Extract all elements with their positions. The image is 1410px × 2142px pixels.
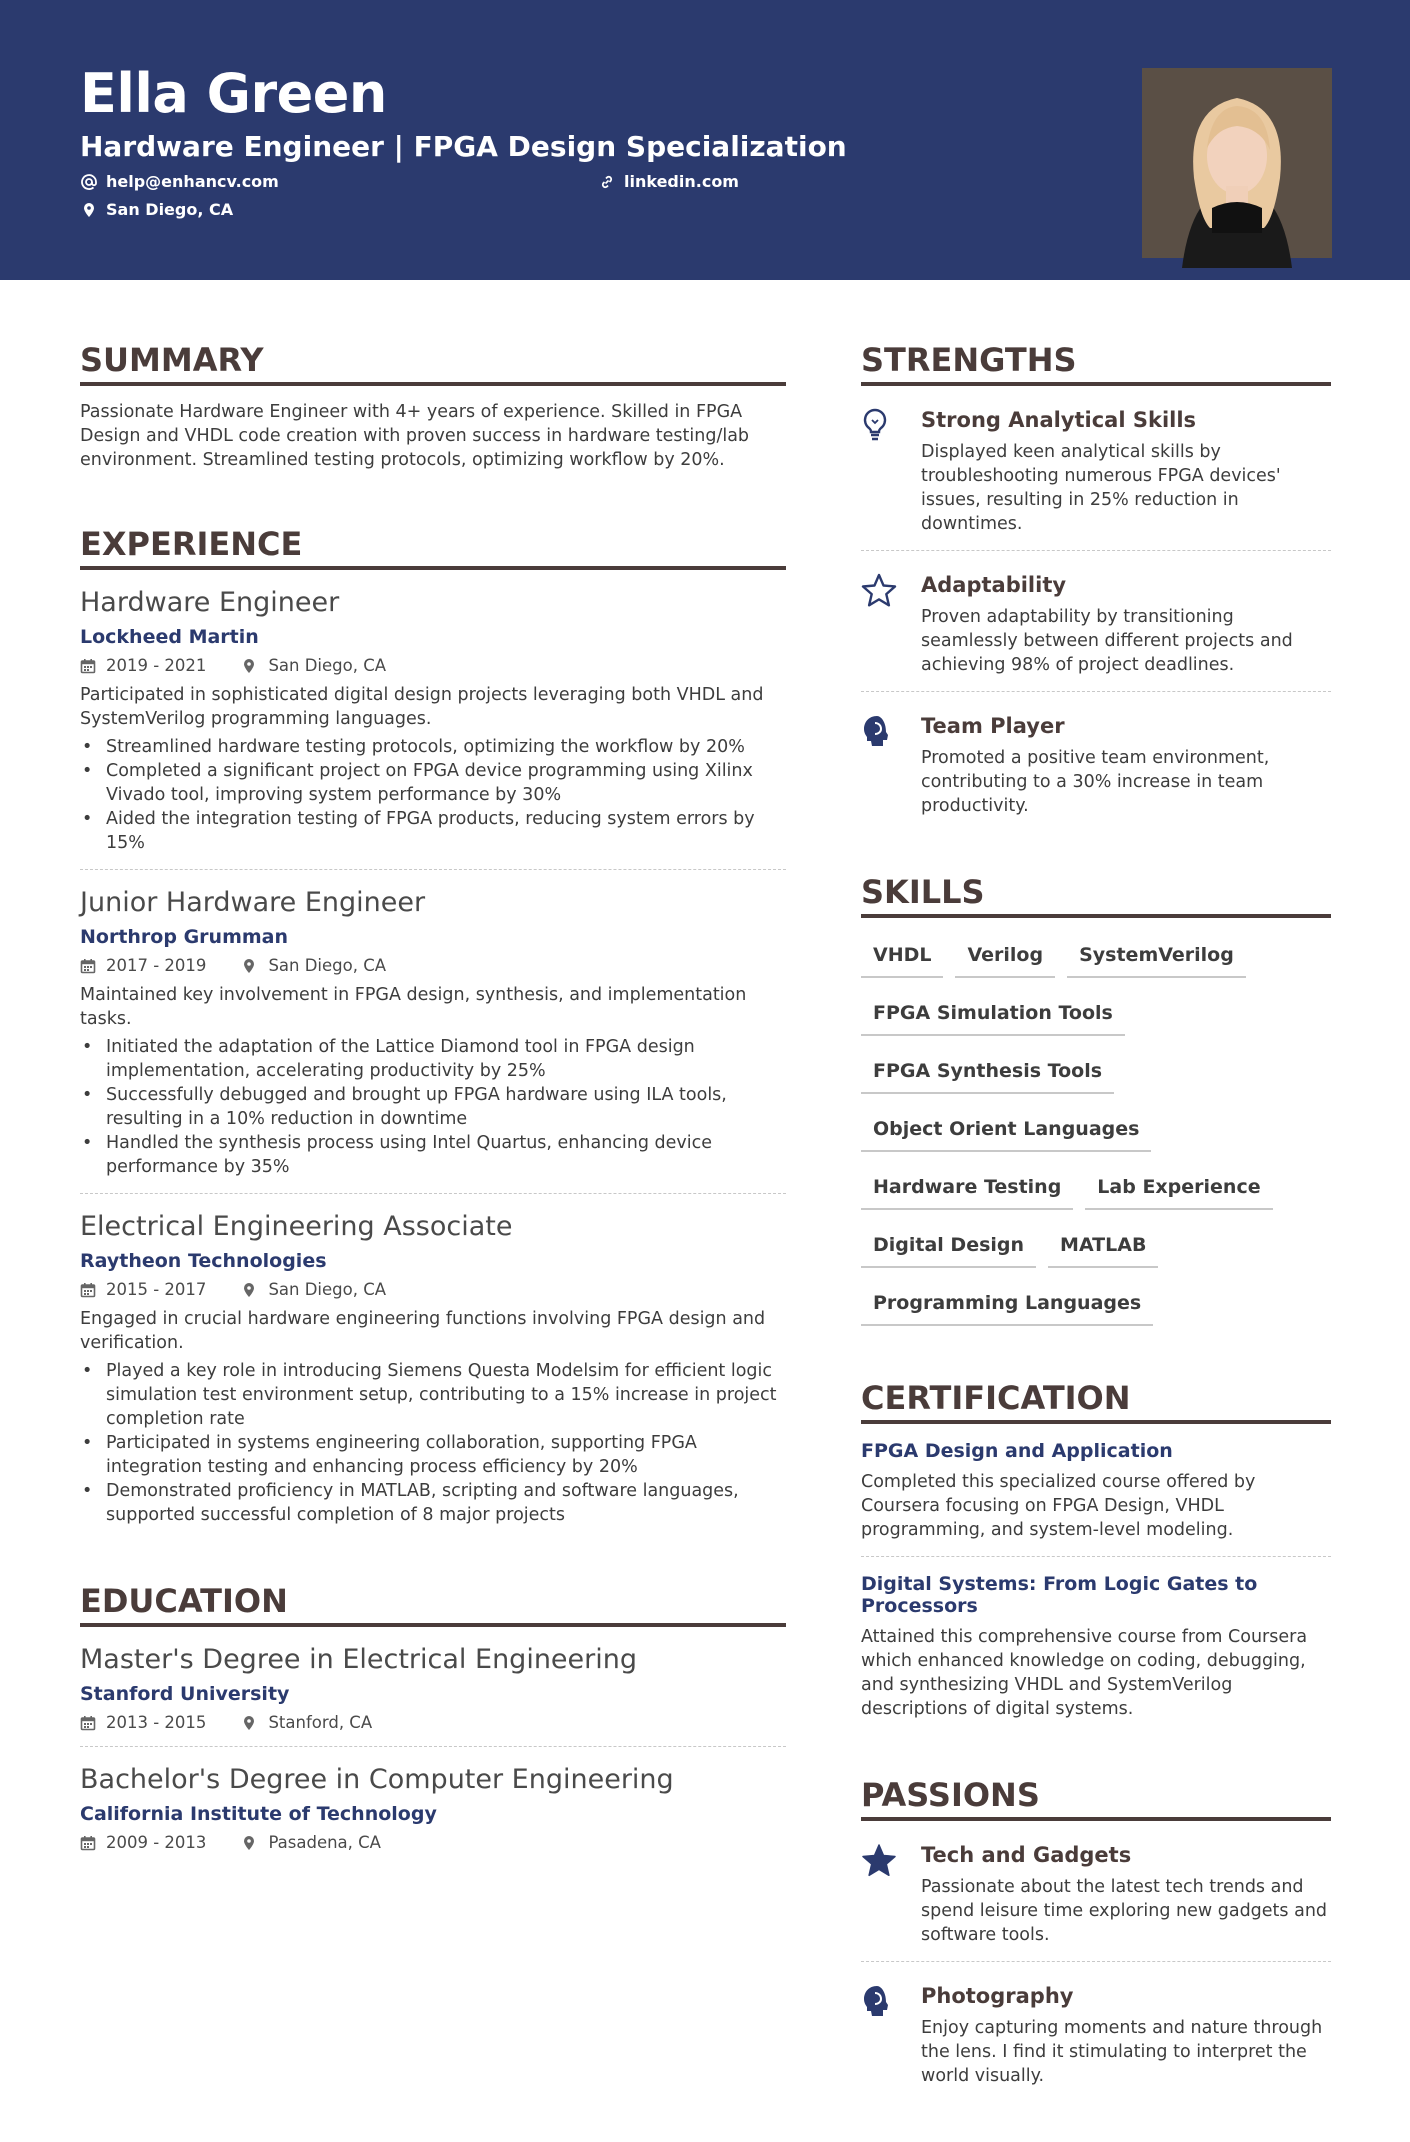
skill-tag: MATLAB — [1048, 1222, 1158, 1268]
at-icon — [80, 173, 98, 191]
job-meta — [80, 956, 786, 975]
calendar-icon — [80, 958, 96, 974]
star-outline-icon — [861, 571, 921, 677]
skill-tag: Verilog — [955, 932, 1055, 978]
skill-tag: Programming Languages — [861, 1280, 1153, 1326]
passion-description: Passionate about the latest tech trends and spend leisure time exploring new gadgets and software tools. — [921, 1877, 1328, 1945]
lightbulb-icon — [861, 406, 921, 536]
education-entry — [80, 1627, 786, 1747]
degree-title: Master's Degree in Electrical Engineering — [80, 1644, 638, 1675]
passion-item — [861, 1821, 1331, 1962]
job-bullet: • Demonstrated proficiency in MATLAB, scripting and software languages, supported successful completion of 8 major projects — [80, 1479, 786, 1527]
school-name: California Institute of Technology — [80, 1803, 437, 1825]
experience-entry — [80, 570, 786, 870]
job-location: San Diego, CA — [268, 656, 387, 675]
job-meta — [80, 1280, 786, 1299]
strength-description: Proven adaptability by transitioning seamlessly between different projects and achieving 98% of project deadlines. — [921, 607, 1293, 675]
job-dates: 2019 - 2021 — [106, 656, 207, 675]
experience-section — [80, 524, 786, 1541]
strength-title: Team Player — [921, 714, 1065, 738]
calendar-icon — [80, 658, 96, 674]
strength-item — [861, 386, 1331, 551]
location-pin-icon — [80, 201, 98, 219]
skill-tag: Digital Design — [861, 1222, 1036, 1268]
location-pin-icon — [242, 658, 258, 674]
skill-tag: Hardware Testing — [861, 1164, 1073, 1210]
skill-tag: Lab Experience — [1085, 1164, 1272, 1210]
summary-text: Passionate Hardware Engineer with 4+ years of experience. Skilled in FPGA Design and VHDL code creation with proven success in hardware testing/lab environment. Streamlined testing protocols, optimizing workflow by 20%. — [80, 402, 750, 470]
job-bullet: • Successfully debugged and brought up FPGA hardware using ILA tools, resulting in a 10% reduction in downtime — [80, 1083, 786, 1131]
calendar-icon — [80, 1282, 96, 1298]
contact-location-text: San Diego, CA — [106, 200, 234, 219]
education-meta — [80, 1713, 786, 1732]
strength-description: Displayed keen analytical skills by troubleshooting numerous FPGA devices' issues, resulting in 25% reduction in downtimes. — [921, 442, 1281, 534]
skill-tag: Object Orient Languages — [861, 1106, 1151, 1152]
job-bullets — [80, 1035, 786, 1179]
skill-tag: FPGA Synthesis Tools — [861, 1048, 1114, 1094]
skill-tag: VHDL — [861, 932, 943, 978]
skills-heading: SKILLS — [861, 872, 1331, 918]
certification-description: Completed this specialized course offered by Coursera focusing on FPGA Design, VHDL programming, and system-level modeling. — [861, 1472, 1256, 1540]
strength-title: Strong Analytical Skills — [921, 408, 1197, 432]
education-meta — [80, 1833, 786, 1852]
education-section — [80, 1581, 786, 1866]
strength-item — [861, 551, 1331, 692]
job-bullet: • Played a key role in introducing Siemens Questa Modelsim for efficient logic simulation test environment setup, contributing to a 15% increase in project completion rate — [80, 1359, 786, 1431]
contact-location — [80, 200, 233, 219]
contact-linkedin-text: linkedin.com — [624, 172, 739, 191]
strengths-section — [861, 340, 1331, 832]
job-location: San Diego, CA — [268, 1280, 387, 1299]
strength-description: Promoted a positive team environment, contributing to a 30% increase in team productivity. — [921, 748, 1270, 816]
location-pin-icon — [242, 958, 258, 974]
job-bullet: • Initiated the adaptation of the Lattice Diamond tool in FPGA design implementation, accelerating productivity by 25% — [80, 1035, 786, 1083]
job-description: Engaged in crucial hardware engineering functions involving FPGA design and verification. — [80, 1309, 766, 1353]
profile-photo — [1142, 68, 1332, 258]
certification-heading: CERTIFICATION — [861, 1378, 1331, 1424]
link-icon — [598, 173, 616, 191]
job-dates: 2017 - 2019 — [106, 956, 207, 975]
passion-item — [861, 1962, 1331, 2102]
job-bullet: • Aided the integration testing of FPGA products, reducing system errors by 15% — [80, 807, 786, 855]
job-description: Participated in sophisticated digital design projects leveraging both VHDL and SystemVerilog programming languages. — [80, 685, 764, 729]
head-profile-icon — [861, 712, 921, 818]
strength-title: Adaptability — [921, 573, 1067, 597]
job-meta — [80, 656, 786, 675]
location-pin-icon — [242, 1282, 258, 1298]
right-column — [861, 340, 1331, 2142]
passions-heading: PASSIONS — [861, 1775, 1331, 1821]
job-dates: 2015 - 2017 — [106, 1280, 207, 1299]
certification-entry — [861, 1424, 1331, 1557]
contact-linkedin[interactable] — [598, 172, 739, 191]
education-dates: 2013 - 2015 — [106, 1713, 207, 1732]
education-heading: EDUCATION — [80, 1581, 786, 1627]
contact-email-text: help@enhancv.com — [106, 172, 279, 191]
calendar-icon — [80, 1715, 96, 1731]
strength-item — [861, 692, 1331, 832]
job-bullet: • Completed a significant project on FPGA device programming using Xilinx Vivado tool, improving system performance by 30% — [80, 759, 786, 807]
certification-description: Attained this comprehensive course from Coursera which enhanced knowledge on coding, debugging, and synthesizing VHDL and SystemVerilog descriptions of digital systems. — [861, 1627, 1308, 1719]
passions-section — [861, 1775, 1331, 2102]
job-bullets — [80, 1359, 786, 1527]
job-bullet: • Streamlined hardware testing protocols, optimizing the workflow by 20% — [80, 735, 786, 759]
job-title: Hardware Engineer — [80, 587, 340, 618]
certification-title: FPGA Design and Application — [861, 1440, 1173, 1462]
passion-title: Photography — [921, 1984, 1074, 2008]
strengths-heading: STRENGTHS — [861, 340, 1331, 386]
candidate-title: Hardware Engineer | FPGA Design Specialization — [80, 130, 847, 163]
job-bullet: • Handled the synthesis process using Intel Quartus, enhancing device performance by 35% — [80, 1131, 786, 1179]
job-title: Electrical Engineering Associate — [80, 1211, 513, 1242]
experience-heading: EXPERIENCE — [80, 524, 786, 570]
job-bullet: • Participated in systems engineering collaboration, supporting FPGA integration testing and enhancing process efficiency by 20% — [80, 1431, 786, 1479]
left-column — [80, 340, 786, 1906]
star-icon — [861, 1841, 921, 1947]
passion-title: Tech and Gadgets — [921, 1843, 1132, 1867]
experience-entry — [80, 870, 786, 1194]
location-pin-icon — [242, 1835, 258, 1851]
certification-section — [861, 1378, 1331, 1735]
head-profile-icon — [861, 1982, 921, 2088]
job-location: San Diego, CA — [268, 956, 387, 975]
education-dates: 2009 - 2013 — [106, 1833, 207, 1852]
experience-entry — [80, 1194, 786, 1541]
job-company: Lockheed Martin — [80, 626, 259, 648]
contact-email[interactable] — [80, 172, 279, 191]
location-pin-icon — [242, 1715, 258, 1731]
skills-section — [861, 872, 1331, 1338]
job-description: Maintained key involvement in FPGA design, synthesis, and implementation tasks. — [80, 985, 747, 1029]
summary-heading: SUMMARY — [80, 340, 786, 386]
education-location: Pasadena, CA — [268, 1833, 381, 1852]
job-title: Junior Hardware Engineer — [80, 887, 426, 918]
certification-title: Digital Systems: From Logic Gates to Processors — [861, 1573, 1258, 1617]
skill-tag: SystemVerilog — [1067, 932, 1246, 978]
summary-section — [80, 340, 786, 472]
skills-list — [861, 932, 1331, 1338]
calendar-icon — [80, 1835, 96, 1851]
school-name: Stanford University — [80, 1683, 290, 1705]
candidate-name: Ella Green — [80, 62, 387, 125]
job-company: Northrop Grumman — [80, 926, 289, 948]
header-banner — [0, 0, 1410, 280]
passion-description: Enjoy capturing moments and nature through the lens. I find it stimulating to interpret the world visually. — [921, 2018, 1323, 2086]
job-company: Raytheon Technologies — [80, 1250, 327, 1272]
certification-entry — [861, 1557, 1331, 1735]
skill-tag: FPGA Simulation Tools — [861, 990, 1125, 1036]
education-entry — [80, 1747, 786, 1866]
degree-title: Bachelor's Degree in Computer Engineering — [80, 1764, 674, 1795]
education-location: Stanford, CA — [268, 1713, 373, 1732]
job-bullets — [80, 735, 786, 855]
